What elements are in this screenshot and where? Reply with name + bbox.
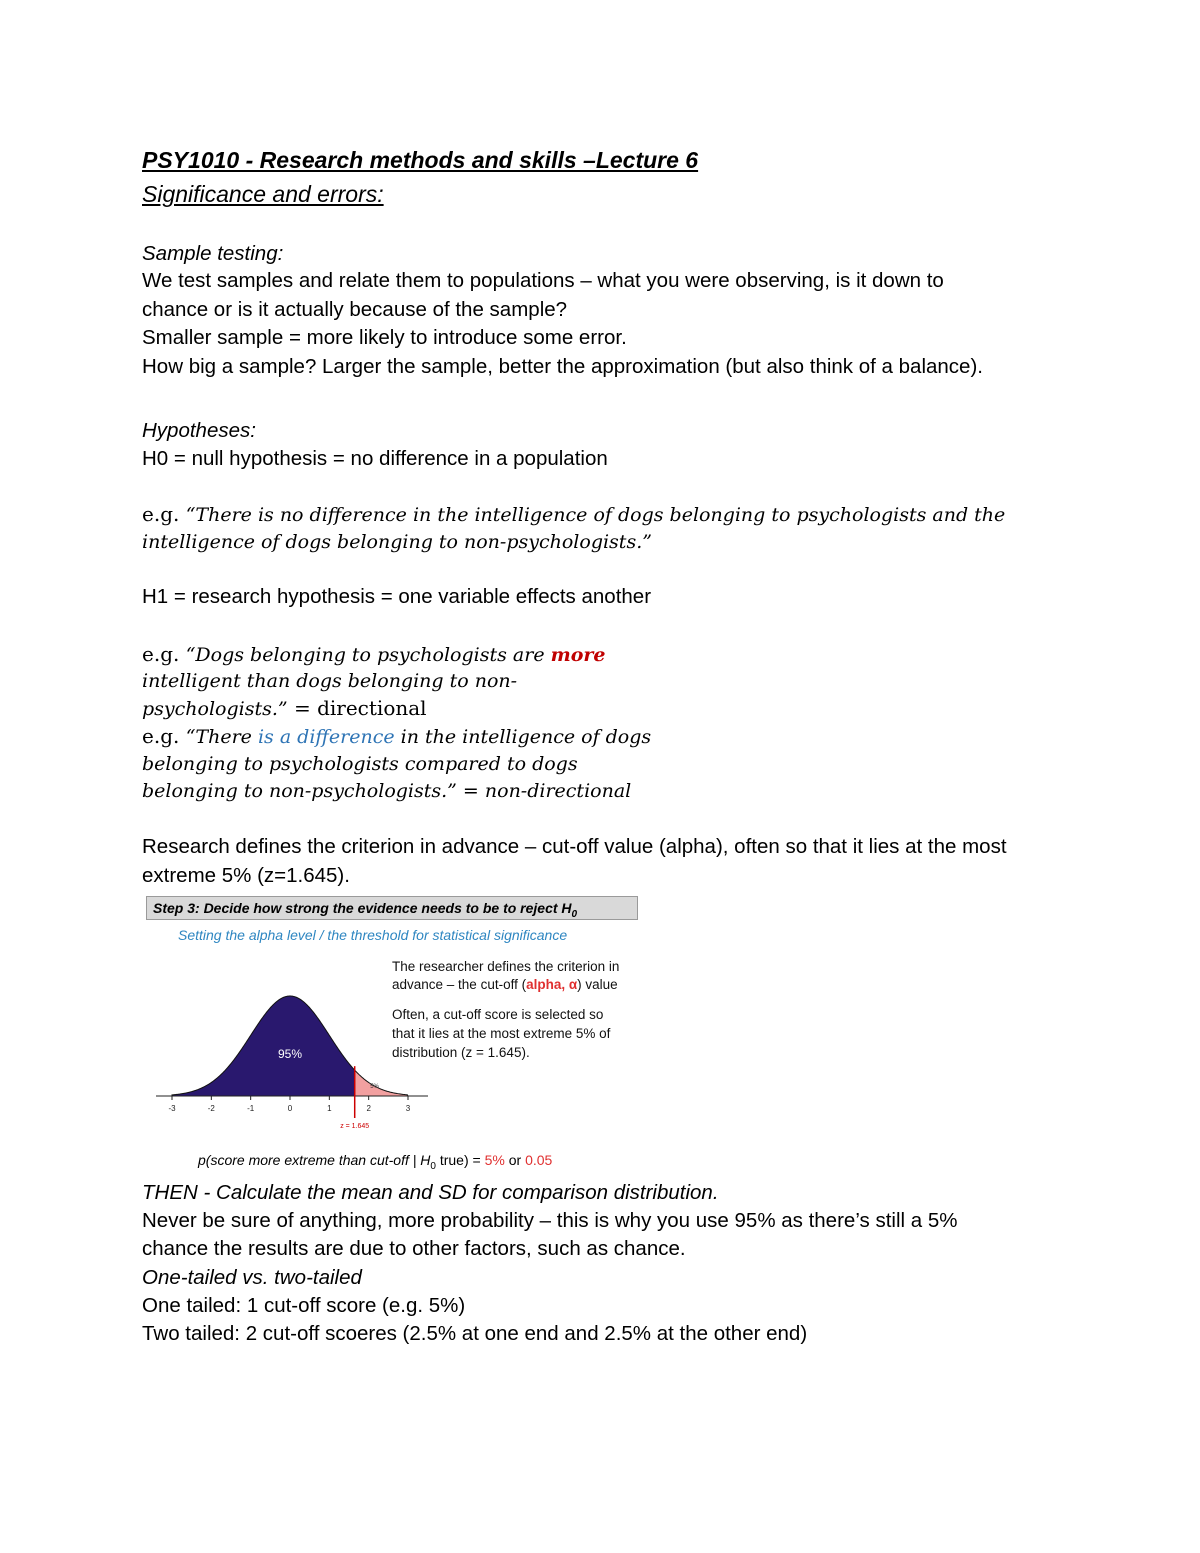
document-title: PSY1010 - Research methods and skills –Lecture 6 (142, 147, 699, 173)
paragraph-line: We test samples and relate them to populations – what you were observing, is it down to (142, 269, 944, 292)
figure-text: distribution (z = 1.645). (392, 1045, 530, 1060)
example-directional-end: psychologists.” = directional (142, 696, 427, 720)
x-tick-label: -3 (168, 1104, 176, 1113)
figure-text: The researcher defines the criterion in (392, 959, 620, 974)
then-line: THEN - Calculate the mean and SD for comparison distribution. (142, 1181, 719, 1204)
paragraph-line: chance or is it actually because of the sample? (142, 298, 568, 321)
figure-text: advance – the cut-off (alpha, α) value (392, 977, 618, 992)
paragraph-line: Never be sure of anything, more probability – this is why you use 95% as there’s still a 5% (142, 1209, 958, 1232)
x-tick-label: -2 (207, 1104, 215, 1113)
paragraph-line: How big a sample? Larger the sample, better the approximation (but also think of a balance). (142, 355, 983, 378)
center-region-label: 95% (277, 1047, 303, 1061)
figure-text: Often, a cut-off score is selected so (392, 1007, 604, 1022)
emphasis-difference: is a difference (257, 726, 395, 748)
curve-body-region (172, 996, 355, 1096)
x-tick-label: 0 (287, 1104, 293, 1113)
example-directional-cont: intelligent than dogs belonging to non- (142, 670, 518, 692)
criterion-line: extreme 5% (z=1.645). (142, 864, 350, 887)
paragraph-line: Smaller sample = more likely to introduce some error. (142, 326, 627, 349)
example-directional: e.g. “Dogs belonging to psychologists are more (142, 642, 606, 666)
h0-line: H0 = null hypothesis = no difference in a population (142, 447, 608, 470)
curve-tail-region (355, 1070, 408, 1096)
one-tailed-line: One tailed: 1 cut-off score (e.g. 5%) (142, 1294, 466, 1317)
example-null: e.g. “There is no difference in the intelligence of dogs belonging to psychologists and the (142, 502, 1006, 526)
criterion-line: Research defines the criterion in advance – cut-off value (alpha), often so that it lies at the most (142, 835, 1007, 858)
example-null-cont: intelligence of dogs belonging to non-psychologists.” (142, 531, 652, 553)
example-nondirectional-end: belonging to non-psychologists.” = non-directional (142, 780, 632, 802)
alpha-level-figure (142, 888, 654, 1178)
normal-curve-chart (152, 984, 432, 1144)
x-tick-label: 3 (405, 1104, 411, 1113)
figure-text: that it lies at the most extreme 5% of (392, 1026, 611, 1041)
section-heading: Significance and errors: (142, 181, 384, 207)
hypotheses-label: Hypotheses: (142, 419, 256, 442)
x-tick-label: 1 (327, 1104, 332, 1113)
step-banner: Step 3: Decide how strong the evidence needs to be to reject $H_0$ (146, 896, 638, 920)
cutoff-z-label: z = 1.645 (340, 1123, 370, 1130)
example-nondirectional: e.g. “There is a difference in the intelligence of dogs (142, 724, 652, 748)
emphasis-more: more (550, 644, 606, 666)
figure-caption: p(score more extreme than cut-off | $H_0$ true) = 5% or 0.05 (198, 1152, 553, 1172)
two-tailed-line: Two tailed: 2 cut-off scoeres (2.5% at one end and 2.5% at the other end) (142, 1322, 808, 1345)
tails-label: One-tailed vs. two-tailed (142, 1266, 362, 1289)
paragraph-line: chance the results are due to other factors, such as chance. (142, 1237, 686, 1260)
sample-label: Sample testing: (142, 242, 284, 265)
example-nondirectional-cont: belonging to psychologists compared to dogs (142, 753, 578, 775)
tail-region-label: 5% (370, 1084, 379, 1090)
h1-line: H1 = research hypothesis = one variable effects another (142, 585, 652, 608)
figure-subtitle: Setting the alpha level / the threshold for statistical significance (178, 927, 568, 943)
x-tick-label: 2 (366, 1104, 371, 1113)
x-tick-label: -1 (247, 1104, 255, 1113)
